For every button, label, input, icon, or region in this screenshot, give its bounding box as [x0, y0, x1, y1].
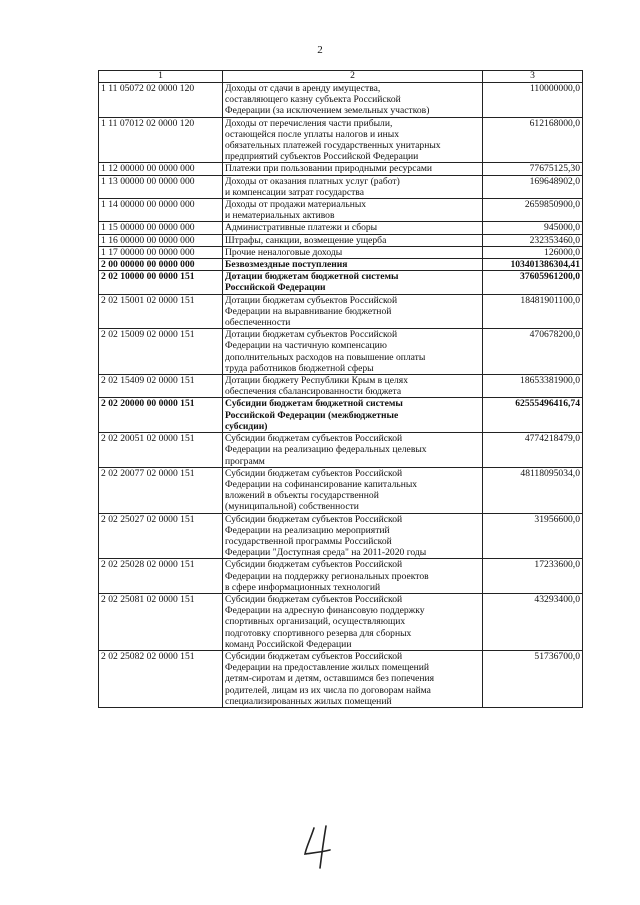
revenue-name-line: команд Российской Федерации [225, 638, 352, 650]
revenue-name-line: программ [225, 455, 265, 467]
table-row [99, 559, 583, 594]
amount-cell: 48118095034,0 [483, 467, 583, 513]
revenue-name-line: специализированных жилых помещений [225, 695, 392, 707]
revenue-name-cell [223, 246, 483, 258]
amount-cell: 18653381900,0 [483, 375, 583, 398]
amount-cell: 232353460,0 [483, 234, 583, 246]
revenue-name-line: в сфере информационных технологий [225, 581, 381, 593]
table-body [99, 83, 583, 708]
handwritten-mark [300, 822, 340, 872]
budget-code-cell: 2 02 15409 02 0000 151 [99, 375, 223, 398]
budget-code-cell: 1 11 07012 02 0000 120 [99, 117, 223, 163]
budget-code-cell: 2 02 10000 00 0000 151 [99, 271, 223, 294]
revenue-name-line: Доходы от оказания платных услуг (работ) [225, 175, 400, 187]
revenue-name-cell [223, 593, 483, 650]
revenue-name-line: составляющего казну субъекта Российской [225, 94, 401, 106]
revenue-name-line: подготовку спортивного резерва для сборных [225, 627, 412, 639]
revenue-name-cell [223, 467, 483, 513]
revenue-name-cell [223, 234, 483, 246]
revenue-name-cell [223, 513, 483, 559]
revenue-name-line: Дотации бюджетам субъектов Российской [225, 294, 398, 306]
amount-cell: 4774218479,0 [483, 433, 583, 468]
budget-code-cell: 2 02 25028 02 0000 151 [99, 559, 223, 594]
revenue-name-line: Субсидии бюджетам субъектов Российской [225, 593, 403, 605]
revenue-name-line: Федерации на адресную финансовую поддержку [225, 605, 425, 617]
revenue-name-line: обеспеченности [225, 317, 291, 329]
table-row [99, 163, 583, 175]
amount-cell: 612168000,0 [483, 117, 583, 163]
amount-cell: 17233600,0 [483, 559, 583, 594]
revenue-name-line: Доходы от перечисления части прибыли, [225, 117, 393, 129]
revenue-name-line: Российской Федерации [225, 282, 326, 294]
revenue-name-line: Дотации бюджетам субъектов Российской [225, 329, 398, 341]
budget-code-cell: 2 02 25081 02 0000 151 [99, 593, 223, 650]
revenue-name-line: субсидии) [225, 420, 268, 432]
budget-code-cell: 2 02 15001 02 0000 151 [99, 294, 223, 329]
revenue-name-line: Субсидии бюджетам бюджетной системы [225, 398, 403, 410]
amount-cell: 470678200,0 [483, 329, 583, 375]
table-row [99, 650, 583, 707]
budget-code-cell: 2 02 25082 02 0000 151 [99, 650, 223, 707]
revenue-name-line: вложений в объекты государственной [225, 490, 379, 502]
budget-code-cell: 1 17 00000 00 0000 000 [99, 246, 223, 258]
budget-code-cell: 1 15 00000 00 0000 000 [99, 222, 223, 234]
revenue-name-line: Дотации бюджету Республики Крым в целях [225, 375, 409, 387]
table-row [99, 513, 583, 559]
column-header-name: 2 [223, 71, 483, 83]
revenue-name-line: Прочие неналоговые доходы [225, 246, 343, 258]
column-header-amount: 3 [483, 71, 583, 83]
revenue-name-line: (муниципальной) собственности [225, 501, 359, 513]
column-header-code: 1 [99, 71, 223, 83]
revenue-name-line: Дотации бюджетам бюджетной системы [225, 271, 399, 283]
table-row [99, 375, 583, 398]
budget-code-cell: 2 02 25027 02 0000 151 [99, 513, 223, 559]
table-row [99, 246, 583, 258]
amount-cell: 37605961200,0 [483, 271, 583, 294]
revenue-name-cell [223, 222, 483, 234]
amount-cell: 51736700,0 [483, 650, 583, 707]
revenue-name-line: Субсидии бюджетам субъектов Российской [225, 513, 403, 525]
page-number: 2 [317, 44, 323, 56]
budget-code-cell: 2 02 20000 00 0000 151 [99, 398, 223, 433]
table-row [99, 329, 583, 375]
table-row [99, 83, 583, 118]
revenue-name-line: Доходы от сдачи в аренду имущества, [225, 83, 381, 94]
revenue-name-line: Российской Федерации (межбюджетные [225, 409, 399, 421]
table-row [99, 117, 583, 163]
revenue-name-line: детям-сиротам и детям, оставшимся без попечения [225, 673, 435, 685]
table-header-row [99, 71, 583, 83]
revenue-name-cell [223, 271, 483, 294]
revenue-name-line: Федерации (за исключением земельных участков) [225, 105, 430, 117]
revenue-name-line: Федерации на софинансирование капитальных [225, 478, 418, 490]
revenue-name-cell [223, 650, 483, 707]
revenue-name-line: обязательных платежей государственных унитарных [225, 140, 441, 152]
table-row [99, 259, 583, 271]
revenue-name-line: государственной программы Российской [225, 535, 392, 547]
budget-revenue-table [98, 70, 583, 708]
table-row [99, 222, 583, 234]
revenue-name-cell [223, 163, 483, 175]
revenue-name-line: Федерации "Доступная среда" на 2011-2020 годы [225, 547, 427, 559]
table-row [99, 271, 583, 294]
amount-cell: 945000,0 [483, 222, 583, 234]
revenue-name-line: Субсидии бюджетам субъектов Российской [225, 559, 403, 571]
table-row [99, 593, 583, 650]
revenue-name-line: Федерации на реализацию мероприятий [225, 524, 390, 536]
revenue-name-cell [223, 559, 483, 594]
table-row [99, 199, 583, 222]
revenue-name-cell [223, 375, 483, 398]
budget-code-cell: 1 14 00000 00 0000 000 [99, 199, 223, 222]
table-row [99, 294, 583, 329]
budget-code-cell: 2 00 00000 00 0000 000 [99, 259, 223, 271]
revenue-name-line: Безвозмездные поступления [225, 259, 348, 271]
table-row [99, 467, 583, 513]
amount-cell: 31956600,0 [483, 513, 583, 559]
revenue-name-cell [223, 117, 483, 163]
revenue-name-cell [223, 259, 483, 271]
amount-cell: 169648902,0 [483, 175, 583, 198]
revenue-name-line: Федерации на предоставление жилых помещений [225, 662, 429, 674]
amount-cell: 62555496416,74 [483, 398, 583, 433]
budget-code-cell: 2 02 20051 02 0000 151 [99, 433, 223, 468]
revenue-name-line: спортивных организаций, осуществляющих [225, 616, 406, 628]
revenue-name-cell [223, 398, 483, 433]
revenue-name-line: Доходы от продажи материальных [225, 199, 367, 211]
revenue-name-cell [223, 175, 483, 198]
revenue-name-line: и нематериальных активов [225, 210, 335, 222]
table-row [99, 234, 583, 246]
revenue-name-cell [223, 199, 483, 222]
revenue-name-line: Федерации на частичную компенсацию [225, 340, 387, 352]
revenue-name-line: Федерации на поддержку региональных проектов [225, 570, 429, 582]
amount-cell: 2659850900,0 [483, 199, 583, 222]
revenue-name-cell [223, 83, 483, 118]
revenue-name-line: дополнительных расходов на повышение оплаты [225, 351, 426, 363]
table-row [99, 175, 583, 198]
revenue-name-line: труда работников бюджетной сферы [225, 362, 374, 374]
table-row [99, 433, 583, 468]
revenue-name-line: предприятий субъектов Российской Федерации [225, 151, 419, 163]
budget-code-cell: 1 11 05072 02 0000 120 [99, 83, 223, 118]
revenue-name-line: Платежи при пользовании природными ресурсами [225, 163, 433, 175]
budget-code-cell: 1 13 00000 00 0000 000 [99, 175, 223, 198]
revenue-name-line: Штрафы, санкции, возмещение ущерба [225, 234, 387, 246]
revenue-name-line: остающейся после уплаты налогов и иных [225, 128, 400, 140]
budget-code-cell: 2 02 20077 02 0000 151 [99, 467, 223, 513]
revenue-name-cell [223, 294, 483, 329]
revenue-name-line: родителей, лицам из их числа по договорам найма [225, 684, 431, 696]
revenue-name-line: обеспечения сбалансированности бюджета [225, 386, 402, 398]
amount-cell: 43293400,0 [483, 593, 583, 650]
revenue-name-line: Федерации на реализацию федеральных целевых [225, 444, 427, 456]
revenue-name-line: и компенсации затрат государства [225, 186, 364, 198]
revenue-name-line: Административные платежи и сборы [225, 222, 378, 234]
amount-cell: 126000,0 [483, 246, 583, 258]
amount-cell: 18481901100,0 [483, 294, 583, 329]
revenue-name-cell [223, 433, 483, 468]
revenue-name-line: Субсидии бюджетам субъектов Российской [225, 433, 403, 445]
budget-code-cell: 2 02 15009 02 0000 151 [99, 329, 223, 375]
revenue-name-line: Субсидии бюджетам субъектов Российской [225, 467, 403, 479]
budget-code-cell: 1 12 00000 00 0000 000 [99, 163, 223, 175]
table-row [99, 398, 583, 433]
revenue-name-line: Субсидии бюджетам субъектов Российской [225, 650, 403, 662]
budget-code-cell: 1 16 00000 00 0000 000 [99, 234, 223, 246]
amount-cell: 77675125,30 [483, 163, 583, 175]
revenue-name-line: Федерации на выравнивание бюджетной [225, 305, 392, 317]
amount-cell: 110000000,0 [483, 83, 583, 118]
amount-cell: 103401386304,41 [483, 259, 583, 271]
revenue-name-cell [223, 329, 483, 375]
